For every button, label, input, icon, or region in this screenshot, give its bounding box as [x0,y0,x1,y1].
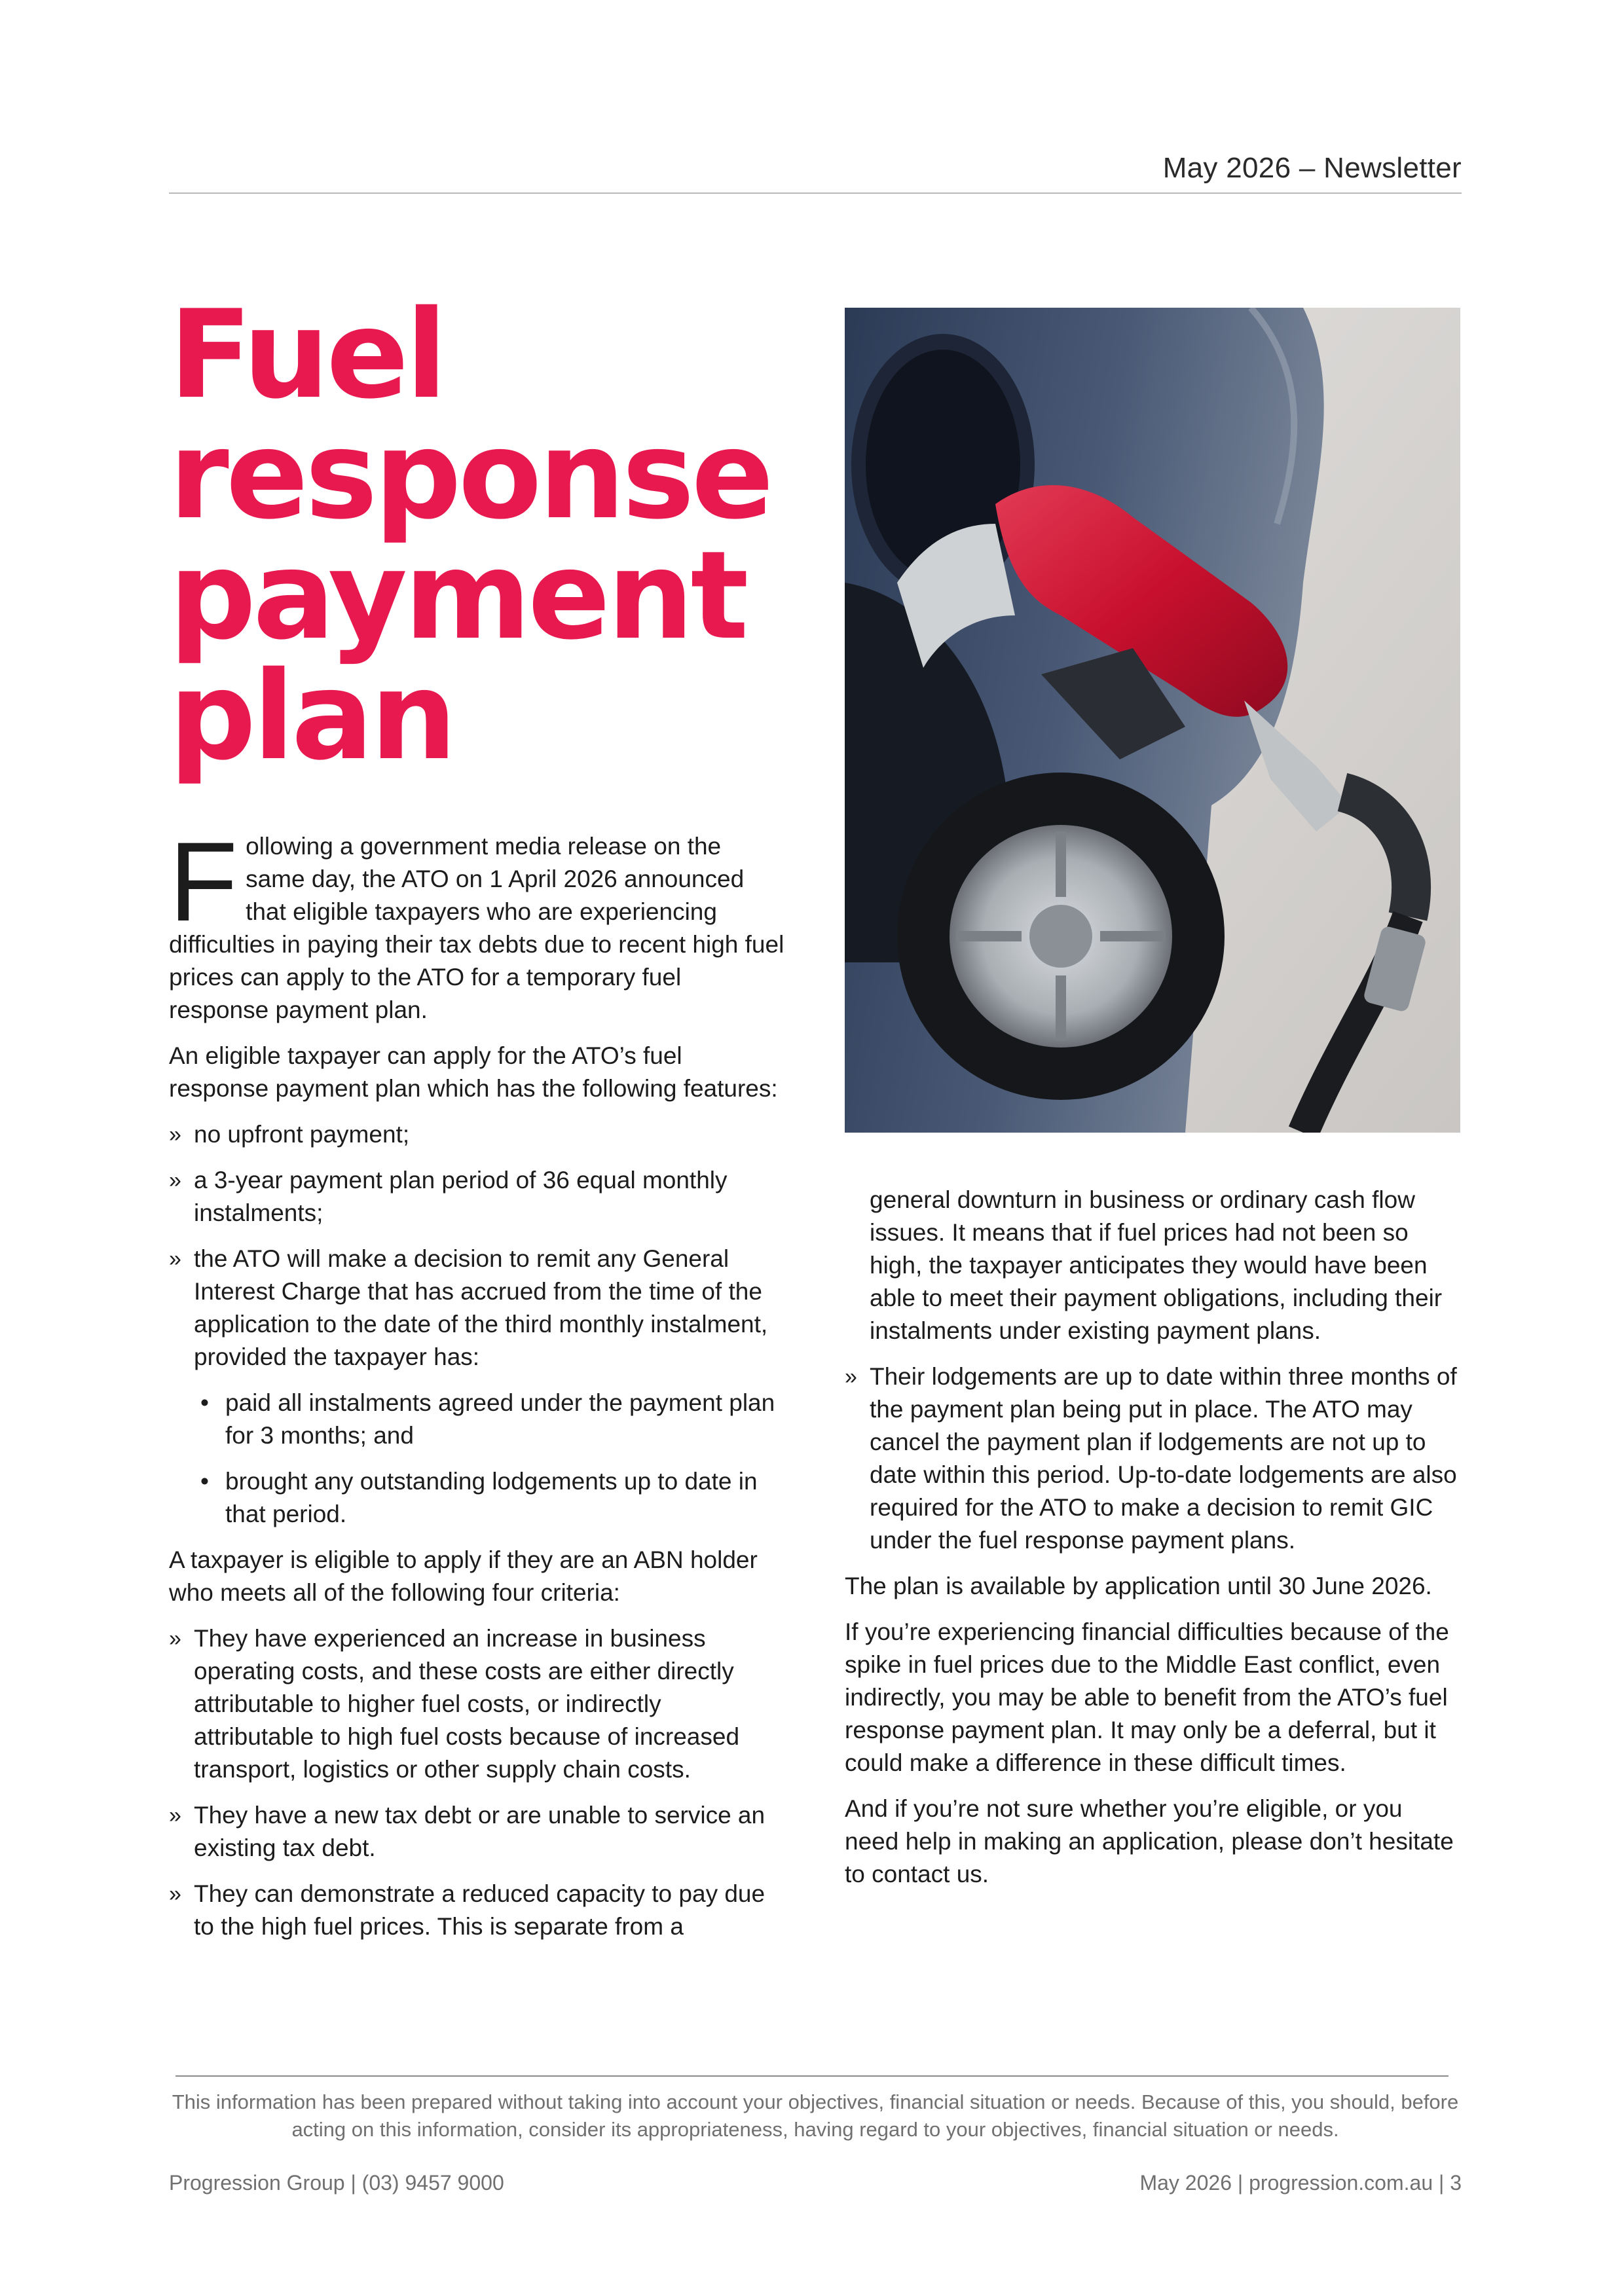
bullet-marker: » [169,1803,181,1828]
sub-list-item-text: paid all instalments agreed under the payment plan for 3 months; and [225,1389,775,1449]
bullet-marker: » [169,1122,181,1147]
bullet-marker: » [169,1247,181,1271]
bullet-marker: » [169,1882,181,1906]
features-list [169,1118,784,1531]
intro-text: ollowing a government media release on the same day, the ATO on 1 April 2026 announced that eligible taxpayers who are experiencing difficulties in paying their tax debts due to recent high fuel prices can apply to the ATO for a temporary fuel response payment plan. [169,833,784,1023]
list-item [169,1622,784,1786]
disclaimer: This information has been prepared without taking into account your objectives, financial situation or needs. Because of this, you should, before acting on this information, consider its appropriateness, having regard to your objectives, financial situation or needs. [172,2090,1459,2141]
criteria-continuation: general downturn in business or ordinary cash flow issues. It means that if fuel prices had not been so high, the taxpayer anticipates they would have been able to meet their payment obligations, including their instalments under existing payment plans. [870,1186,1443,1344]
list-item-text: Their lodgements are up to date within three months of the payment plan being put in place. The ATO may cancel the payment plan if lodgements are not up to date within this period. Up-to-date lodgements are also required for the ATO to make a decision to remit GIC under the fuel response payment plans. [870,1363,1457,1554]
list-item [169,1118,784,1151]
list-item-text: They have a new tax debt or are unable to service an existing tax debt. [194,1802,766,1861]
bullet-marker: » [845,1364,857,1389]
left-column [169,819,784,1956]
sub-bullet-dot: • [200,1468,209,1495]
bullet-marker: » [169,1626,181,1651]
bullet-marker: » [169,1168,181,1193]
difficulties-paragraph: If you’re experiencing financial difficulties because of the spike in fuel prices due to the Middle East conflict, even indirectly, you may be able to benefit from the ATO’s fuel response payment plan. It may only be a deferral, but it could make a difference in these difficult times. [845,1618,1449,1776]
list-item-text: a 3-year payment plan period of 36 equal monthly instalments; [194,1167,728,1226]
list-item [169,1799,784,1865]
fuel-pump-photo [845,308,1460,1133]
features-intro: An eligible taxpayer can apply for the ATO’s fuel response payment plan which has the following features: [169,1042,778,1102]
footer-divider [175,2075,1449,2077]
list-item-text: They have experienced an increase in business operating costs, and these costs are either directly attributable to higher fuel costs, or indirectly attributable to high fuel costs because of increased transport, logistics or other supply chain costs. [194,1625,740,1783]
list-item-text: the ATO will make a decision to remit any General Interest Charge that has accrued from the time of the application to the date of the third monthly instalment, provided the taxpayer has: [194,1245,768,1370]
contact-paragraph: And if you’re not sure whether you’re eligible, or you need help in making an application, please don’t hesitate to contact us. [845,1795,1454,1887]
availability-paragraph: The plan is available by application until 30 June 2026. [845,1573,1432,1599]
article-title: Fuel response payment plan [169,283,771,787]
sub-list-item-text: brought any outstanding lodgements up to date in that period. [225,1468,758,1527]
criteria-list-continued [845,1360,1460,1557]
sub-list-item [194,1387,784,1452]
list-item [169,1243,784,1531]
drop-cap: F [169,819,238,945]
list-item-text: no upfront payment; [194,1121,410,1148]
sub-bullet-dot: • [200,1389,209,1416]
header-divider [169,192,1462,194]
list-item [845,1360,1460,1557]
sub-list [194,1387,784,1531]
list-item-text: They can demonstrate a reduced capacity to pay due to the high fuel prices. This is separate from a [194,1880,766,1940]
footer-page-info: May 2026 | progression.com.au | 3 [1139,2171,1462,2195]
header-text: May 2026 – Newsletter [1162,152,1462,184]
list-item [169,1878,784,1943]
intro-paragraph [169,819,784,1027]
list-item [169,1164,784,1230]
sub-list-item [194,1465,784,1531]
criteria-list [169,1622,784,1943]
criteria-intro: A taxpayer is eligible to apply if they are an ABN holder who meets all of the following four criteria: [169,1546,758,1606]
footer-company: Progression Group | (03) 9457 9000 [169,2171,504,2195]
right-column [845,1184,1460,1904]
